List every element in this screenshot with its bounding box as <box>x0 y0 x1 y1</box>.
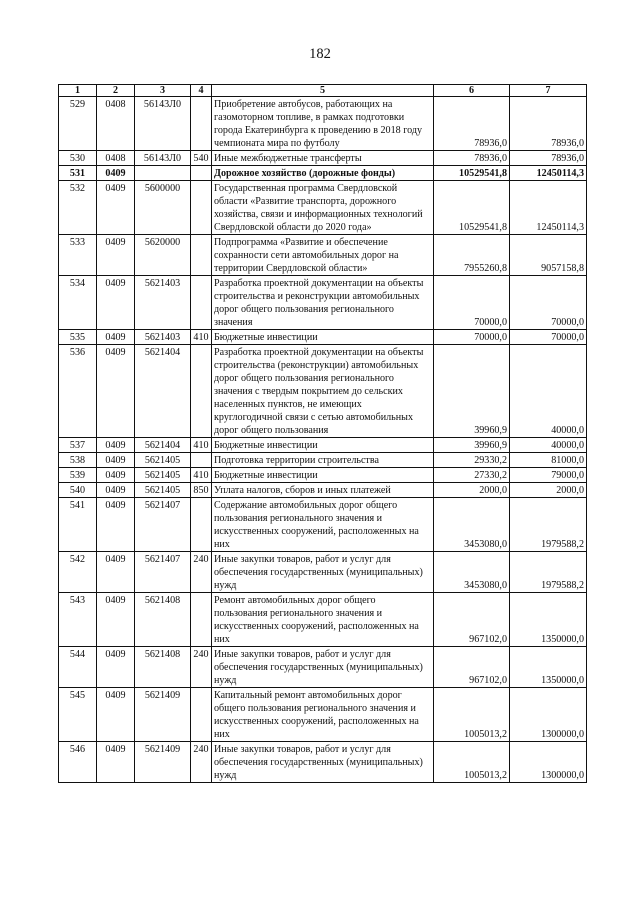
target-code-cell: 56143Л0 <box>135 97 191 151</box>
row-number-cell: 545 <box>59 688 97 742</box>
amount-col-7-cell: 1350000,0 <box>510 593 587 647</box>
table-header-row <box>59 85 587 97</box>
section-code-cell: 0409 <box>97 593 135 647</box>
amount-col-6-cell: 70000,0 <box>434 276 510 330</box>
row-number-cell: 534 <box>59 276 97 330</box>
amount-col-6-cell: 3453080,0 <box>434 552 510 593</box>
header-col-7: 7 <box>510 85 587 97</box>
description-cell: Подготовка территории строительства <box>212 453 434 468</box>
table-row <box>59 483 587 498</box>
expense-type-cell: 410 <box>191 438 212 453</box>
description-cell: Разработка проектной документации на объекты строительства (реконструкции) автомобильных дорог общего пользования регионального значения с твердым покрытием до сельских населенных пунктов, не имеющих круглогодичной связи с сетью автомобильных дорог общего пользования <box>212 345 434 438</box>
row-number-cell: 529 <box>59 97 97 151</box>
table-row <box>59 330 587 345</box>
budget-table <box>58 84 587 783</box>
row-number-cell: 538 <box>59 453 97 468</box>
description-cell: Приобретение автобусов, работающих на газомоторном топливе, в рамках подготовки города Екатеринбурга к проведению в 2018 году чемпионата мира по футболу <box>212 97 434 151</box>
section-code-cell: 0409 <box>97 742 135 783</box>
amount-col-7-cell: 1300000,0 <box>510 742 587 783</box>
table-row <box>59 438 587 453</box>
description-cell: Дорожное хозяйство (дорожные фонды) <box>212 166 434 181</box>
table-row <box>59 688 587 742</box>
table-row <box>59 166 587 181</box>
table-row <box>59 345 587 438</box>
amount-col-7-cell: 1350000,0 <box>510 647 587 688</box>
description-cell: Иные межбюджетные трансферты <box>212 151 434 166</box>
description-cell: Иные закупки товаров, работ и услуг для обеспечения государственных (муниципальных) нужд <box>212 647 434 688</box>
expense-type-cell <box>191 453 212 468</box>
expense-type-cell: 540 <box>191 151 212 166</box>
amount-col-6-cell: 10529541,8 <box>434 181 510 235</box>
target-code-cell: 5621404 <box>135 438 191 453</box>
section-code-cell: 0409 <box>97 688 135 742</box>
section-code-cell: 0409 <box>97 498 135 552</box>
table-row <box>59 276 587 330</box>
target-code-cell: 5621408 <box>135 593 191 647</box>
row-number-cell: 539 <box>59 468 97 483</box>
amount-col-6-cell: 967102,0 <box>434 647 510 688</box>
row-number-cell: 546 <box>59 742 97 783</box>
section-code-cell: 0409 <box>97 235 135 276</box>
description-cell: Иные закупки товаров, работ и услуг для обеспечения государственных (муниципальных) нужд <box>212 552 434 593</box>
target-code-cell: 5621408 <box>135 647 191 688</box>
header-col-3: 3 <box>135 85 191 97</box>
amount-col-7-cell: 2000,0 <box>510 483 587 498</box>
row-number-cell: 536 <box>59 345 97 438</box>
section-code-cell: 0409 <box>97 483 135 498</box>
amount-col-6-cell: 1005013,2 <box>434 742 510 783</box>
description-cell: Капитальный ремонт автомобильных дорог общего пользования регионального значения и искусственных сооружений, расположенных на них <box>212 688 434 742</box>
target-code-cell: 5621403 <box>135 276 191 330</box>
row-number-cell: 541 <box>59 498 97 552</box>
amount-col-6-cell: 78936,0 <box>434 151 510 166</box>
row-number-cell: 533 <box>59 235 97 276</box>
section-code-cell: 0409 <box>97 453 135 468</box>
section-code-cell: 0409 <box>97 552 135 593</box>
target-code-cell: 5621403 <box>135 330 191 345</box>
amount-col-7-cell: 79000,0 <box>510 468 587 483</box>
expense-type-cell <box>191 166 212 181</box>
target-code-cell <box>135 166 191 181</box>
expense-type-cell: 410 <box>191 468 212 483</box>
amount-col-6-cell: 29330,2 <box>434 453 510 468</box>
expense-type-cell <box>191 498 212 552</box>
row-number-cell: 532 <box>59 181 97 235</box>
description-cell: Содержание автомобильных дорог общего пользования регионального значения и искусственных сооружений, расположенных на них <box>212 498 434 552</box>
expense-type-cell <box>191 345 212 438</box>
description-cell: Подпрограмма «Развитие и обеспечение сохранности сети автомобильных дорог на территории Свердловской области» <box>212 235 434 276</box>
target-code-cell: 5621405 <box>135 453 191 468</box>
table-row <box>59 97 587 151</box>
expense-type-cell <box>191 276 212 330</box>
amount-col-7-cell: 12450114,3 <box>510 166 587 181</box>
row-number-cell: 540 <box>59 483 97 498</box>
amount-col-6-cell: 78936,0 <box>434 97 510 151</box>
amount-col-7-cell: 40000,0 <box>510 438 587 453</box>
expense-type-cell: 410 <box>191 330 212 345</box>
table-body <box>59 97 587 783</box>
section-code-cell: 0409 <box>97 166 135 181</box>
amount-col-7-cell: 12450114,3 <box>510 181 587 235</box>
expense-type-cell <box>191 688 212 742</box>
amount-col-7-cell: 70000,0 <box>510 276 587 330</box>
table-row <box>59 593 587 647</box>
target-code-cell: 5600000 <box>135 181 191 235</box>
target-code-cell: 5621409 <box>135 688 191 742</box>
section-code-cell: 0409 <box>97 345 135 438</box>
table-row <box>59 647 587 688</box>
section-code-cell: 0409 <box>97 276 135 330</box>
amount-col-6-cell: 10529541,8 <box>434 166 510 181</box>
expense-type-cell: 240 <box>191 742 212 783</box>
page-number: 182 <box>309 46 331 62</box>
amount-col-7-cell: 81000,0 <box>510 453 587 468</box>
amount-col-7-cell: 9057158,8 <box>510 235 587 276</box>
header-col-4: 4 <box>191 85 212 97</box>
table-row <box>59 151 587 166</box>
row-number-cell: 537 <box>59 438 97 453</box>
target-code-cell: 5621409 <box>135 742 191 783</box>
amount-col-6-cell: 1005013,2 <box>434 688 510 742</box>
amount-col-7-cell: 78936,0 <box>510 151 587 166</box>
table-row <box>59 453 587 468</box>
amount-col-7-cell: 1979588,2 <box>510 552 587 593</box>
expense-type-cell: 240 <box>191 647 212 688</box>
description-cell: Ремонт автомобильных дорог общего пользования регионального значения и искусственных сооружений, расположенных на них <box>212 593 434 647</box>
amount-col-7-cell: 1300000,0 <box>510 688 587 742</box>
row-number-cell: 542 <box>59 552 97 593</box>
row-number-cell: 535 <box>59 330 97 345</box>
amount-col-6-cell: 27330,2 <box>434 468 510 483</box>
target-code-cell: 5620000 <box>135 235 191 276</box>
table-row <box>59 468 587 483</box>
amount-col-6-cell: 3453080,0 <box>434 498 510 552</box>
expense-type-cell <box>191 181 212 235</box>
target-code-cell: 5621405 <box>135 483 191 498</box>
header-col-5: 5 <box>212 85 434 97</box>
row-number-cell: 544 <box>59 647 97 688</box>
amount-col-7-cell: 1979588,2 <box>510 498 587 552</box>
section-code-cell: 0409 <box>97 181 135 235</box>
amount-col-7-cell: 70000,0 <box>510 330 587 345</box>
amount-col-6-cell: 70000,0 <box>434 330 510 345</box>
amount-col-6-cell: 7955260,8 <box>434 235 510 276</box>
expense-type-cell: 850 <box>191 483 212 498</box>
expense-type-cell <box>191 593 212 647</box>
description-cell: Уплата налогов, сборов и иных платежей <box>212 483 434 498</box>
expense-type-cell <box>191 97 212 151</box>
row-number-cell: 531 <box>59 166 97 181</box>
amount-col-6-cell: 39960,9 <box>434 438 510 453</box>
table-row <box>59 235 587 276</box>
expense-type-cell <box>191 235 212 276</box>
description-cell: Разработка проектной документации на объекты строительства и реконструкции автомобильных дорог общего пользования регионального значения <box>212 276 434 330</box>
section-code-cell: 0409 <box>97 468 135 483</box>
section-code-cell: 0409 <box>97 438 135 453</box>
amount-col-7-cell: 78936,0 <box>510 97 587 151</box>
amount-col-7-cell: 40000,0 <box>510 345 587 438</box>
section-code-cell: 0408 <box>97 151 135 166</box>
section-code-cell: 0409 <box>97 330 135 345</box>
header-col-1: 1 <box>59 85 97 97</box>
description-cell: Иные закупки товаров, работ и услуг для обеспечения государственных (муниципальных) нужд <box>212 742 434 783</box>
amount-col-6-cell: 39960,9 <box>434 345 510 438</box>
table-row <box>59 742 587 783</box>
amount-col-6-cell: 967102,0 <box>434 593 510 647</box>
target-code-cell: 56143Л0 <box>135 151 191 166</box>
description-cell: Государственная программа Свердловской области «Развитие транспорта, дорожного хозяйства, связи и информационных технологий Свердловской области до 2020 года» <box>212 181 434 235</box>
description-cell: Бюджетные инвестиции <box>212 438 434 453</box>
table-row <box>59 498 587 552</box>
expense-type-cell: 240 <box>191 552 212 593</box>
amount-col-6-cell: 2000,0 <box>434 483 510 498</box>
section-code-cell: 0409 <box>97 647 135 688</box>
table-row <box>59 181 587 235</box>
target-code-cell: 5621407 <box>135 498 191 552</box>
row-number-cell: 543 <box>59 593 97 647</box>
target-code-cell: 5621405 <box>135 468 191 483</box>
description-cell: Бюджетные инвестиции <box>212 468 434 483</box>
target-code-cell: 5621407 <box>135 552 191 593</box>
target-code-cell: 5621404 <box>135 345 191 438</box>
row-number-cell: 530 <box>59 151 97 166</box>
table-row <box>59 552 587 593</box>
header-col-6: 6 <box>434 85 510 97</box>
section-code-cell: 0408 <box>97 97 135 151</box>
description-cell: Бюджетные инвестиции <box>212 330 434 345</box>
header-col-2: 2 <box>97 85 135 97</box>
